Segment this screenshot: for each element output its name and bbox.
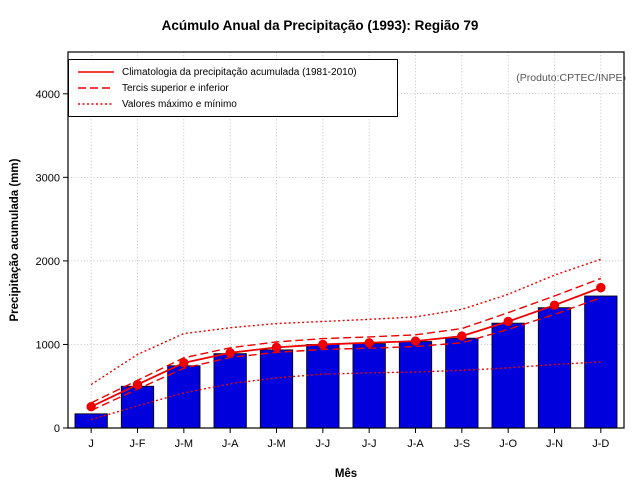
svg-text:J: J [88, 438, 94, 450]
svg-text:2000: 2000 [35, 255, 60, 268]
svg-text:J-J: J-J [315, 438, 331, 450]
svg-text:J-A: J-A [221, 438, 239, 450]
legend-line-dotted-icon [77, 99, 115, 109]
bar-J-N [538, 308, 570, 428]
legend-item-extremes [77, 96, 237, 112]
svg-text:J-S: J-S [453, 438, 471, 450]
series-marker [180, 359, 188, 367]
bar-J-M [168, 366, 200, 428]
legend-line-dashed-icon [77, 83, 115, 93]
bar-J-J [353, 344, 385, 428]
legend-item-terciles [77, 80, 229, 96]
series-marker [226, 349, 234, 357]
legend-label-extremes: Valores máximo e mínimo [122, 98, 237, 110]
legend-label-climatology: Climatologia da precipitação acumulada (1981-2010) [122, 66, 357, 78]
series-marker [550, 301, 558, 309]
svg-text:J-D: J-D [592, 438, 610, 450]
svg-text:1000: 1000 [35, 339, 60, 352]
bar-J-J [307, 344, 339, 428]
series-marker [411, 337, 419, 345]
series-marker [365, 339, 373, 347]
svg-text:J-F: J-F [129, 438, 146, 450]
bar-J-M [260, 350, 292, 428]
bar-J-F [121, 386, 153, 428]
bar-J-D [585, 296, 617, 428]
svg-text:J-M: J-M [174, 438, 193, 450]
legend-item-climatology [77, 64, 357, 80]
legend-line-solid-icon [77, 67, 115, 77]
legend-label-terciles: Tercis superior e inferior [122, 82, 229, 94]
bar-J-A [214, 354, 246, 428]
svg-text:J-M: J-M [267, 438, 286, 450]
producer-note: (Produto:CPTEC/INPE) [516, 72, 626, 84]
series-marker [133, 380, 141, 388]
series-marker [597, 283, 605, 291]
svg-text:Precipitação acumulada (mm): Precipitação acumulada (mm) [9, 158, 21, 322]
svg-text:J-A: J-A [407, 438, 424, 450]
series-marker [458, 332, 466, 340]
bar-J [75, 414, 107, 428]
chart-title: Acúmulo Anual da Precipitação (1993): Região 79 [161, 18, 479, 33]
svg-text:3000: 3000 [35, 172, 60, 185]
series-marker [87, 402, 95, 410]
bar-J-S [446, 338, 478, 428]
svg-text:Mês: Mês [334, 468, 358, 480]
svg-text:J-O: J-O [499, 438, 518, 450]
series-marker [319, 340, 327, 348]
series-marker [272, 343, 280, 351]
svg-text:J-J: J-J [361, 438, 377, 450]
series-marker [504, 317, 512, 325]
svg-text:4000: 4000 [35, 88, 60, 101]
bar-J-A [399, 342, 431, 428]
chart-legend [68, 59, 398, 117]
svg-text:0: 0 [53, 423, 60, 435]
svg-text:J-N: J-N [545, 438, 564, 450]
bar-J-O [492, 323, 524, 428]
